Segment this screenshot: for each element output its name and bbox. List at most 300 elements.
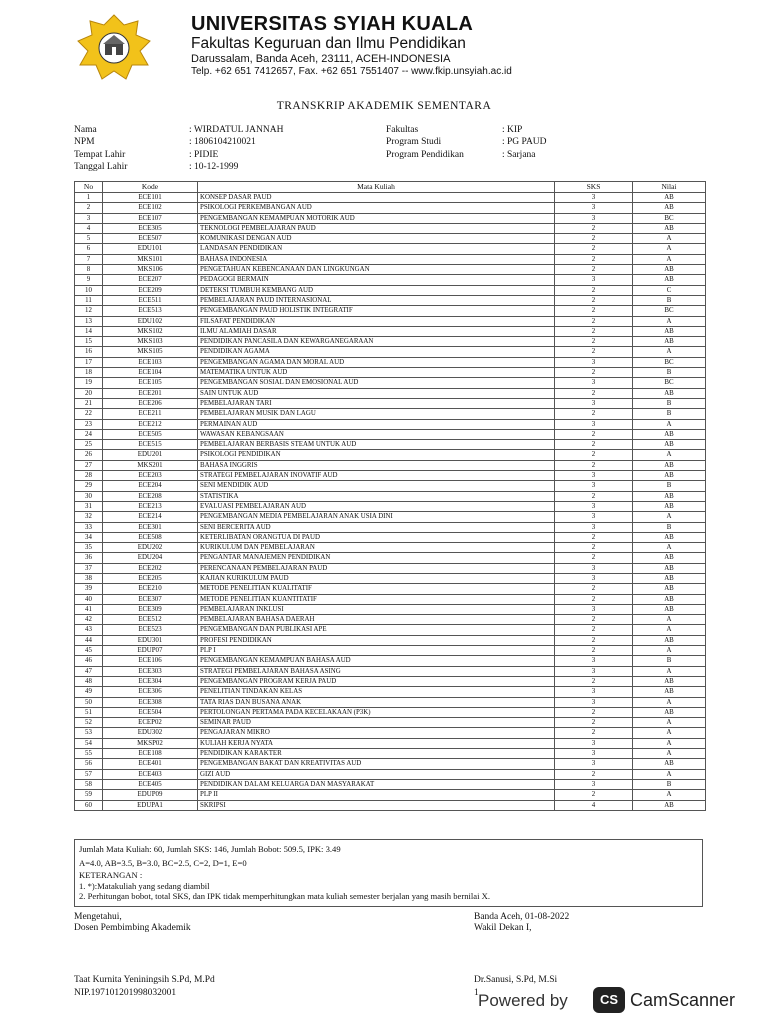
- watermark-powered-by: Powered by: [478, 991, 568, 1010]
- cell-sks: 3: [555, 749, 633, 759]
- cell-kode: ECE101: [103, 193, 198, 203]
- cell-nilai: AB: [633, 573, 706, 583]
- cell-kode: ECE104: [103, 368, 198, 378]
- cell-kode: ECE102: [103, 203, 198, 213]
- cell-kode: EDU202: [103, 543, 198, 553]
- cell-kode: ECE401: [103, 759, 198, 769]
- cell-nilai: AB: [633, 676, 706, 686]
- cell-kode: ECE207: [103, 275, 198, 285]
- cell-sks: 2: [555, 326, 633, 336]
- cell-nilai: A: [633, 543, 706, 553]
- cell-sks: 2: [555, 285, 633, 295]
- table-body: [75, 193, 706, 811]
- cell-mata-kuliah: EVALUASI PEMBELAJARAN AUD: [198, 501, 555, 511]
- cell-nilai: AB: [633, 193, 706, 203]
- cell-no: 4: [75, 223, 103, 233]
- cell-no: 21: [75, 398, 103, 408]
- cell-sks: 3: [555, 779, 633, 789]
- table-row: [75, 512, 706, 522]
- cell-no: 59: [75, 790, 103, 800]
- table-row: [75, 193, 706, 203]
- faculty-name: Fakultas Keguruan dan Ilmu Pendidikan: [191, 35, 466, 52]
- cell-sks: 3: [555, 481, 633, 491]
- cell-mata-kuliah: SAIN UNTUK AUD: [198, 388, 555, 398]
- cell-mata-kuliah: PENGEMBANGAN MEDIA PEMBELAJARAN ANAK USIA DINI: [198, 512, 555, 522]
- cell-mata-kuliah: KAJIAN KURIKULUM PAUD: [198, 573, 555, 583]
- cell-mata-kuliah: PENGAJARAN MIKRO: [198, 728, 555, 738]
- cell-no: 16: [75, 347, 103, 357]
- cell-sks: 3: [555, 573, 633, 583]
- cell-sks: 2: [555, 306, 633, 316]
- cell-sks: 2: [555, 532, 633, 542]
- contact-info: Telp. +62 651 7412657, Fax. +62 651 7551407 -- www.fkip.unsyiah.ac.id: [191, 66, 512, 77]
- cell-no: 37: [75, 563, 103, 573]
- cell-nilai: BC: [633, 378, 706, 388]
- cell-sks: 3: [555, 357, 633, 367]
- cell-kode: ECE508: [103, 532, 198, 542]
- cell-sks: 2: [555, 790, 633, 800]
- cell-sks: 2: [555, 769, 633, 779]
- cell-no: 2: [75, 203, 103, 213]
- cell-no: 7: [75, 254, 103, 264]
- col-header-sks: SKS: [555, 182, 633, 193]
- cell-kode: MKS106: [103, 265, 198, 275]
- cell-mata-kuliah: PENDIDIKAN PANCASILA DAN KEWARGANEGARAAN: [198, 337, 555, 347]
- table-row: [75, 676, 706, 686]
- fakultas-value: : KIP: [502, 125, 523, 135]
- cell-no: 23: [75, 419, 103, 429]
- cell-kode: ECE507: [103, 234, 198, 244]
- cell-nilai: A: [633, 450, 706, 460]
- cell-mata-kuliah: KETERLIBATAN ORANGTUA DI PAUD: [198, 532, 555, 542]
- cell-mata-kuliah: WAWASAN KEBANGSAAN: [198, 429, 555, 439]
- cell-mata-kuliah: DETEKSI TUMBUH KEMBANG AUD: [198, 285, 555, 295]
- cell-sks: 2: [555, 646, 633, 656]
- cell-kode: ECE513: [103, 306, 198, 316]
- cell-sks: 2: [555, 234, 633, 244]
- cell-mata-kuliah: TEKNOLOGI PEMBELAJARAN PAUD: [198, 223, 555, 233]
- cell-mata-kuliah: BAHASA INDONESIA: [198, 254, 555, 264]
- cell-kode: ECE206: [103, 398, 198, 408]
- cell-mata-kuliah: PENGEMBANGAN PROGRAM KERJA PAUD: [198, 676, 555, 686]
- cell-nilai: AB: [633, 491, 706, 501]
- keterangan-heading: KETERANGAN :: [79, 870, 143, 880]
- fakultas-label: Fakultas: [386, 125, 419, 135]
- cell-kode: ECE107: [103, 213, 198, 223]
- cell-mata-kuliah: PERMAINAN AUD: [198, 419, 555, 429]
- cell-no: 50: [75, 697, 103, 707]
- cell-kode: EDUPA1: [103, 800, 198, 810]
- cell-no: 14: [75, 326, 103, 336]
- cell-no: 51: [75, 707, 103, 717]
- table-row: [75, 635, 706, 645]
- table-row: [75, 213, 706, 223]
- cell-no: 15: [75, 337, 103, 347]
- cell-sks: 3: [555, 275, 633, 285]
- prodi-label: Program Studi: [386, 137, 442, 147]
- table-row: [75, 347, 706, 357]
- cell-no: 1: [75, 193, 103, 203]
- cell-mata-kuliah: MATEMATIKA UNTUK AUD: [198, 368, 555, 378]
- table-row: [75, 265, 706, 275]
- cell-kode: ECE504: [103, 707, 198, 717]
- table-row: [75, 604, 706, 614]
- cell-no: 3: [75, 213, 103, 223]
- cell-no: 12: [75, 306, 103, 316]
- sig-left-line2: Dosen Pembimbing Akademik: [74, 923, 191, 933]
- cell-nilai: A: [633, 419, 706, 429]
- cell-nilai: B: [633, 398, 706, 408]
- address: Darussalam, Banda Aceh, 23111, ACEH-INDONESIA: [191, 53, 451, 65]
- cell-sks: 3: [555, 213, 633, 223]
- cell-nilai: B: [633, 779, 706, 789]
- table-row: [75, 563, 706, 573]
- cell-nilai: AB: [633, 337, 706, 347]
- cell-kode: ECE108: [103, 749, 198, 759]
- cell-mata-kuliah: PLP II: [198, 790, 555, 800]
- table-row: [75, 440, 706, 450]
- cell-no: 20: [75, 388, 103, 398]
- note-2: 2. Perhitungan bobot, total SKS, dan IPK tidak memperhitungkan mata kuliah semester berjalan yang masih bernilai X.: [79, 891, 490, 901]
- cell-no: 29: [75, 481, 103, 491]
- table-row: [75, 481, 706, 491]
- cell-mata-kuliah: PENELITIAN TINDAKAN KELAS: [198, 687, 555, 697]
- table-row: [75, 388, 706, 398]
- table-row: [75, 368, 706, 378]
- cell-no: 48: [75, 676, 103, 686]
- cell-mata-kuliah: METODE PENELITIAN KUANTITATIF: [198, 594, 555, 604]
- cell-no: 42: [75, 615, 103, 625]
- table-row: [75, 203, 706, 213]
- cell-kode: ECE505: [103, 429, 198, 439]
- table-row: [75, 615, 706, 625]
- cell-no: 8: [75, 265, 103, 275]
- table-row: [75, 718, 706, 728]
- tanggal-lahir-label: Tanggal Lahir: [74, 162, 128, 172]
- cell-sks: 2: [555, 429, 633, 439]
- cell-nilai: A: [633, 718, 706, 728]
- cell-kode: ECE211: [103, 409, 198, 419]
- cell-sks: 3: [555, 471, 633, 481]
- cell-no: 49: [75, 687, 103, 697]
- cell-no: 30: [75, 491, 103, 501]
- cell-sks: 3: [555, 666, 633, 676]
- camscanner-logo-icon: CS: [593, 987, 625, 1013]
- cell-no: 46: [75, 656, 103, 666]
- cell-mata-kuliah: PENGEMBANGAN BAKAT DAN KREATIVITAS AUD: [198, 759, 555, 769]
- sig-right-nip: 1: [474, 988, 479, 998]
- cell-nilai: AB: [633, 553, 706, 563]
- cell-nilai: A: [633, 728, 706, 738]
- table-row: [75, 409, 706, 419]
- cell-kode: MKS201: [103, 460, 198, 470]
- sig-left-name: Taat Kurnita Yeniningsih S.Pd, M.Pd: [74, 975, 215, 985]
- table-row: [75, 543, 706, 553]
- cell-mata-kuliah: PLP I: [198, 646, 555, 656]
- cell-no: 32: [75, 512, 103, 522]
- cell-sks: 2: [555, 676, 633, 686]
- cell-nilai: AB: [633, 532, 706, 542]
- cell-kode: MKS102: [103, 326, 198, 336]
- cell-no: 38: [75, 573, 103, 583]
- cell-nilai: AB: [633, 501, 706, 511]
- nama-label: Nama: [74, 125, 97, 135]
- cell-sks: 2: [555, 728, 633, 738]
- cell-sks: 2: [555, 615, 633, 625]
- cell-kode: ECE523: [103, 625, 198, 635]
- table-row: [75, 429, 706, 439]
- cell-sks: 2: [555, 316, 633, 326]
- table-row: [75, 357, 706, 367]
- cell-no: 17: [75, 357, 103, 367]
- cell-mata-kuliah: PENGANTAR MANAJEMEN PENDIDIKAN: [198, 553, 555, 563]
- cell-nilai: AB: [633, 759, 706, 769]
- tanggal-lahir-value: : 10-12-1999: [189, 162, 239, 172]
- grades-table: [74, 181, 706, 811]
- cell-kode: ECE405: [103, 779, 198, 789]
- cell-no: 33: [75, 522, 103, 532]
- table-row: [75, 738, 706, 748]
- cell-nilai: AB: [633, 584, 706, 594]
- table-row: [75, 646, 706, 656]
- cell-nilai: A: [633, 347, 706, 357]
- table-row: [75, 697, 706, 707]
- cell-kode: ECE304: [103, 676, 198, 686]
- cell-kode: EDU101: [103, 244, 198, 254]
- cell-kode: ECE403: [103, 769, 198, 779]
- table-row: [75, 471, 706, 481]
- table-row: [75, 790, 706, 800]
- cell-sks: 2: [555, 409, 633, 419]
- cell-no: 57: [75, 769, 103, 779]
- cell-kode: EDUP09: [103, 790, 198, 800]
- cell-mata-kuliah: PENGETAHUAN KEBENCANAAN DAN LINGKUNGAN: [198, 265, 555, 275]
- tempat-lahir-value: : PIDIE: [189, 150, 219, 160]
- cell-no: 60: [75, 800, 103, 810]
- cell-kode: MKS105: [103, 347, 198, 357]
- cell-kode: ECE210: [103, 584, 198, 594]
- cell-no: 55: [75, 749, 103, 759]
- cell-mata-kuliah: PENGEMBANGAN AGAMA DAN MORAL AUD: [198, 357, 555, 367]
- cell-sks: 2: [555, 440, 633, 450]
- cell-sks: 2: [555, 584, 633, 594]
- cell-nilai: A: [633, 769, 706, 779]
- pendidikan-value: : Sarjana: [502, 150, 536, 160]
- cell-mata-kuliah: PROFESI PENDIDIKAN: [198, 635, 555, 645]
- cell-mata-kuliah: PENDIDIKAN KARAKTER: [198, 749, 555, 759]
- cell-no: 18: [75, 368, 103, 378]
- cell-mata-kuliah: SENI MENDIDIK AUD: [198, 481, 555, 491]
- cell-mata-kuliah: PENGEMBANGAN SOSIAL DAN EMOSIONAL AUD: [198, 378, 555, 388]
- cell-no: 44: [75, 635, 103, 645]
- cell-no: 9: [75, 275, 103, 285]
- table-row: [75, 337, 706, 347]
- cell-kode: ECE203: [103, 471, 198, 481]
- cell-kode: MKS103: [103, 337, 198, 347]
- cell-mata-kuliah: PENGEMBANGAN KEMAMPUAN MOTORIK AUD: [198, 213, 555, 223]
- cell-kode: ECE106: [103, 656, 198, 666]
- sig-left-nip: NIP.197101201998032001: [74, 988, 177, 998]
- grade-scale: A=4.0, AB=3.5, B=3.0, BC=2.5, C=2, D=1, E=0: [79, 857, 247, 868]
- cell-sks: 3: [555, 203, 633, 213]
- cell-sks: 3: [555, 697, 633, 707]
- cell-sks: 2: [555, 254, 633, 264]
- cell-kode: ECE301: [103, 522, 198, 532]
- cell-kode: EDU302: [103, 728, 198, 738]
- cell-nilai: A: [633, 625, 706, 635]
- cell-no: 36: [75, 553, 103, 563]
- watermark-brand: CamScanner: [630, 990, 736, 1010]
- table-row: [75, 594, 706, 604]
- table-row: [75, 769, 706, 779]
- cell-sks: 4: [555, 800, 633, 810]
- cell-no: 11: [75, 295, 103, 305]
- cell-sks: 3: [555, 522, 633, 532]
- cell-sks: 2: [555, 368, 633, 378]
- cell-nilai: AB: [633, 800, 706, 810]
- cell-kode: ECE308: [103, 697, 198, 707]
- cell-nilai: AB: [633, 223, 706, 233]
- cell-no: 45: [75, 646, 103, 656]
- cell-nilai: A: [633, 512, 706, 522]
- table-row: [75, 625, 706, 635]
- cell-mata-kuliah: TATA RIAS DAN BUSANA ANAK: [198, 697, 555, 707]
- cell-mata-kuliah: SEMINAR PAUD: [198, 718, 555, 728]
- cell-mata-kuliah: PENDIDIKAN DALAM KELUARGA DAN MASYARAKAT: [198, 779, 555, 789]
- cell-nilai: AB: [633, 604, 706, 614]
- cell-nilai: AB: [633, 265, 706, 275]
- cell-nilai: AB: [633, 429, 706, 439]
- cell-mata-kuliah: PEMBELAJARAN MUSIK DAN LAGU: [198, 409, 555, 419]
- cell-no: 28: [75, 471, 103, 481]
- table-row: [75, 687, 706, 697]
- document-header: [0, 0, 768, 95]
- table-row: [75, 522, 706, 532]
- cell-no: 31: [75, 501, 103, 511]
- cell-nilai: AB: [633, 326, 706, 336]
- university-seal-icon: [74, 13, 154, 83]
- cell-kode: ECE212: [103, 419, 198, 429]
- document-title: TRANSKRIP AKADEMIK SEMENTARA: [276, 100, 492, 112]
- cell-kode: ECE511: [103, 295, 198, 305]
- cell-nilai: AB: [633, 594, 706, 604]
- table-row: [75, 378, 706, 388]
- table-row: [75, 759, 706, 769]
- nama-value: : WIRDATUL JANNAH: [189, 125, 284, 135]
- table-row: [75, 666, 706, 676]
- cell-sks: 3: [555, 193, 633, 203]
- cell-mata-kuliah: PSIKOLOGI PERKEMBANGAN AUD: [198, 203, 555, 213]
- cell-no: 13: [75, 316, 103, 326]
- cell-nilai: B: [633, 481, 706, 491]
- cell-nilai: BC: [633, 306, 706, 316]
- cell-kode: ECE309: [103, 604, 198, 614]
- table-row: [75, 316, 706, 326]
- cell-sks: 2: [555, 388, 633, 398]
- sig-right-name: Dr.Sanusi, S.Pd, M.Si: [474, 975, 558, 985]
- cell-mata-kuliah: PERTOLONGAN PERTAMA PADA KECELAKAAN (P3K): [198, 707, 555, 717]
- cell-no: 58: [75, 779, 103, 789]
- cell-mata-kuliah: PENGEMBANGAN DAN PUBLIKASI APE: [198, 625, 555, 635]
- cell-nilai: B: [633, 409, 706, 419]
- cell-nilai: AB: [633, 563, 706, 573]
- cell-kode: ECEP02: [103, 718, 198, 728]
- table-header-row: [75, 182, 706, 193]
- cell-sks: 3: [555, 738, 633, 748]
- prodi-value: : PG PAUD: [502, 137, 547, 147]
- cell-sks: 2: [555, 491, 633, 501]
- cell-kode: ECE303: [103, 666, 198, 676]
- cell-mata-kuliah: PSIKOLOGI PENDIDIKAN: [198, 450, 555, 460]
- cell-no: 35: [75, 543, 103, 553]
- cell-sks: 2: [555, 718, 633, 728]
- cell-nilai: B: [633, 368, 706, 378]
- cell-nilai: A: [633, 790, 706, 800]
- cell-mata-kuliah: PEMBELAJARAN PAUD INTERNASIONAL: [198, 295, 555, 305]
- cell-kode: ECE103: [103, 357, 198, 367]
- table-row: [75, 254, 706, 264]
- cell-mata-kuliah: KULIAH KERJA NYATA: [198, 738, 555, 748]
- cell-no: 54: [75, 738, 103, 748]
- cell-kode: EDU301: [103, 635, 198, 645]
- cell-mata-kuliah: GIZI AUD: [198, 769, 555, 779]
- sig-right-line1: Banda Aceh, 01-08-2022: [474, 912, 570, 922]
- cell-sks: 2: [555, 460, 633, 470]
- cell-sks: 2: [555, 337, 633, 347]
- cell-no: 22: [75, 409, 103, 419]
- cell-mata-kuliah: KONSEP DASAR PAUD: [198, 193, 555, 203]
- cell-mata-kuliah: METODE PENELITIAN KUALITATIF: [198, 584, 555, 594]
- cell-no: 53: [75, 728, 103, 738]
- cell-mata-kuliah: PENGEMBANGAN KEMAMPUAN BAHASA AUD: [198, 656, 555, 666]
- cell-no: 19: [75, 378, 103, 388]
- cell-no: 34: [75, 532, 103, 542]
- cell-no: 56: [75, 759, 103, 769]
- cell-no: 47: [75, 666, 103, 676]
- table-row: [75, 573, 706, 583]
- table-row: [75, 728, 706, 738]
- cell-mata-kuliah: PEMBELAJARAN BAHASA DAERAH: [198, 615, 555, 625]
- tempat-lahir-label: Tempat Lahir: [74, 150, 126, 160]
- sig-left-line1: Mengetahui,: [74, 912, 122, 922]
- cell-no: 39: [75, 584, 103, 594]
- cell-mata-kuliah: PEMBELAJARAN INKLUSI: [198, 604, 555, 614]
- cell-kode: ECE305: [103, 223, 198, 233]
- cell-sks: 2: [555, 635, 633, 645]
- cell-no: 10: [75, 285, 103, 295]
- cell-sks: 2: [555, 347, 633, 357]
- cell-mata-kuliah: PERENCANAAN PEMBELAJARAN PAUD: [198, 563, 555, 573]
- cell-no: 52: [75, 718, 103, 728]
- table-row: [75, 460, 706, 470]
- cell-nilai: A: [633, 646, 706, 656]
- cell-mata-kuliah: PENGEMBANGAN PAUD HOLISTIK INTEGRATIF: [198, 306, 555, 316]
- cell-kode: ECE204: [103, 481, 198, 491]
- table-row: [75, 285, 706, 295]
- cell-mata-kuliah: PEMBELAJARAN BERBASIS STEAM UNTUK AUD: [198, 440, 555, 450]
- cell-kode: MKSP02: [103, 738, 198, 748]
- cell-sks: 3: [555, 687, 633, 697]
- cell-sks: 3: [555, 563, 633, 573]
- table-row: [75, 501, 706, 511]
- cell-no: 41: [75, 604, 103, 614]
- table-row: [75, 306, 706, 316]
- cell-nilai: AB: [633, 635, 706, 645]
- cell-nilai: A: [633, 244, 706, 254]
- cell-nilai: BC: [633, 213, 706, 223]
- cell-sks: 3: [555, 759, 633, 769]
- cell-sks: 2: [555, 265, 633, 275]
